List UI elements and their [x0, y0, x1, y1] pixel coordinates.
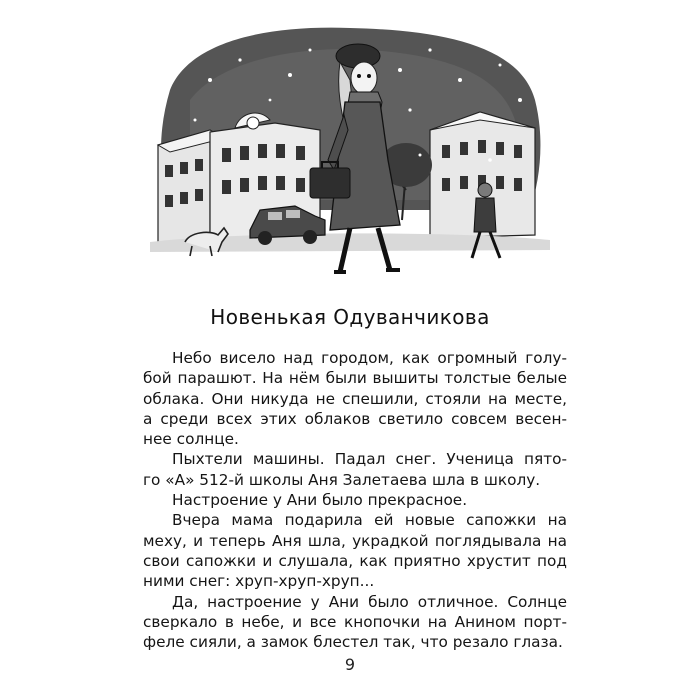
text-line: облака. Они никуда не спешили, стояли на месте,	[143, 389, 567, 408]
text-line: а среди всех этих облаков светило совсем весен-	[143, 409, 567, 428]
winter-street-illustration	[150, 20, 550, 285]
body-text	[143, 348, 567, 652]
text-line: ними снег: хруп-хруп-хруп...	[143, 572, 375, 591]
text-line: бой парашют. На нём были вышиты толстые белые	[143, 369, 567, 388]
text-line: Пыхтели машины. Падал снег. Ученица пято-	[172, 450, 567, 469]
text-line: сверкало в небе, и все кнопочки на Анином порт-	[143, 612, 567, 631]
text-line: меху, и теперь Аня шла, украдкой поглядывала на	[143, 531, 567, 550]
text-line: свои сапожки и слушала, как приятно хрустит под	[143, 551, 567, 570]
chapter-title: Новенькая Одуванчикова	[210, 305, 490, 329]
text-line: феле сияли, а замок блестел так, что резало глаза.	[143, 633, 563, 652]
text-line: го «А» 512-й школы Аня Залетаева шла в школу.	[143, 470, 541, 489]
text-line: Небо висело над городом, как огромный голу-	[172, 349, 567, 367]
text-line: Настроение у Ани было прекрасное.	[172, 491, 468, 510]
text-line: нее солнце.	[143, 430, 239, 449]
text-line: Вчера мама подарила ей новые сапожки на	[172, 511, 567, 530]
page-number: 9	[344, 655, 356, 674]
text-line: Да, настроение у Ани было отличное. Солнце	[172, 592, 567, 611]
